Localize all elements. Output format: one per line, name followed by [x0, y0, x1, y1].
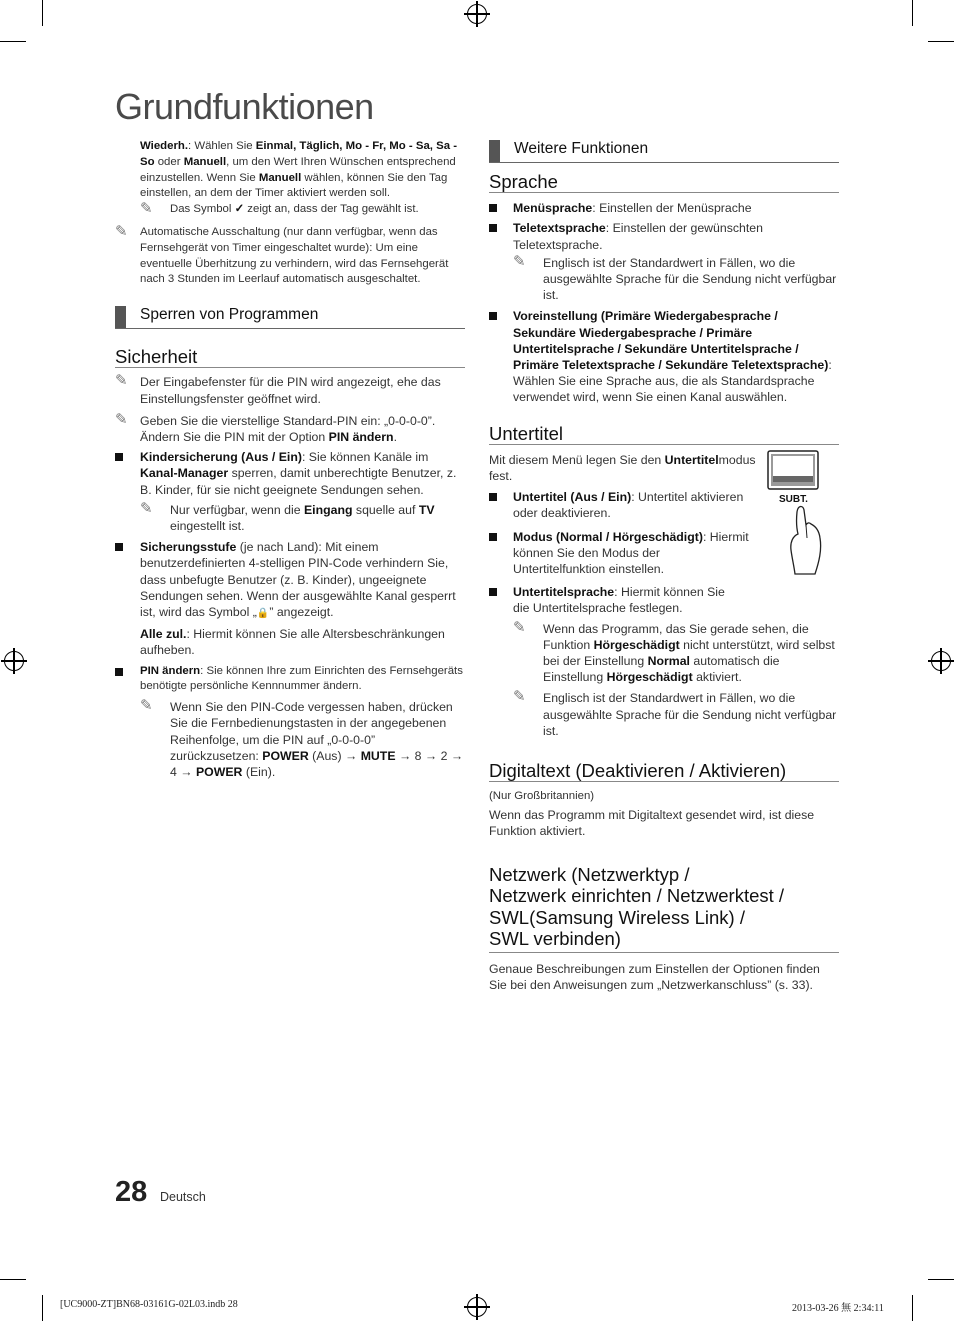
page-number: 28	[115, 1176, 148, 1208]
crop-mark	[928, 41, 954, 42]
crop-mark	[0, 1279, 26, 1280]
untertitel-block	[489, 452, 839, 739]
pencil-icon: ✎	[513, 618, 526, 636]
pencil-icon: ✎	[513, 252, 526, 270]
lock-icon: 🔒	[256, 608, 270, 620]
crop-mark	[42, 1295, 43, 1321]
list-item: Modus (Normal / Hörgeschädigt): Hiermit können Sie den Modus der Untertitelfunktion einstellen.	[489, 529, 753, 578]
list-item: Voreinstellung (Primäre Wiedergabesprache / Sekundäre Wiedergabesprache / Primäre Untertitelsprache / Sekundäre Untertitelsprache / Primäre Teletextsprache / Sekundäre Teletextsprache): Wählen Sie eine Sprache aus, die als Standardsprache verwendet wird, wenn Sie einen Kanal auswählen.	[489, 308, 839, 405]
pin-note: ✎ Wenn Sie den PIN-Code vergessen haben, drücken Sie die Fernbedienungstasten in der angegebenen Reihenfolge, um die PIN auf „0-0-0-0” zurückzusetzen: POWER (Aus) → MUTE → 8 → 2 → 4 → POWER (Ein).	[140, 697, 464, 780]
section-bar: Weitere Funktionen	[489, 140, 839, 163]
section-heading: Sprache	[489, 174, 839, 193]
list-item: Untertitel (Aus / Ein): Untertitel aktivieren oder deaktivieren.	[489, 489, 753, 521]
right-column	[489, 140, 839, 993]
wiederh-note: ✎ Das Symbol ✓ zeigt an, dass der Tag gewählt ist.	[140, 200, 419, 218]
crop-mark	[42, 0, 43, 26]
digital-text: Wenn das Programm mit Digitaltext gesendet wird, ist diese Funktion aktiviert.	[489, 808, 815, 839]
pencil-icon: ✎	[115, 372, 128, 390]
list-item: Kindersicherung (Aus / Ein): Sie können Kanäle im Kanal-Manager sperren, damit unberechtigte Benutzer, z. B. Kinder, für sie nicht geeignete Sendungen sehen. ✎ Nur verfügbar, wenn die Eingang squelle auf TV eingestellt ist.	[115, 449, 465, 534]
square-bullet-icon	[115, 453, 123, 461]
netzwerk-text: Genaue Beschreibungen zum Einstellen der Optionen finden Sie bei den Anweisungen zum „Netzwerkanschluss” (s. 33).	[489, 961, 820, 992]
registration-mark-icon	[467, 1297, 487, 1317]
untertitel-note: ✎ Englisch ist der Standardwert in Fällen, wo die ausgewählte Sprache für die Sendung nicht verfügbar ist.	[513, 688, 837, 738]
page-language: Deutsch	[160, 1190, 206, 1204]
remote-subt-illustration	[767, 450, 825, 580]
section-heading: Digitaltext (Deaktivieren / Aktivieren)	[489, 763, 839, 782]
square-bullet-icon	[489, 224, 497, 232]
footer-left: [UC9000-ZT]BN68-03161G-02L03.indb 28	[60, 1299, 238, 1310]
hand-remote-icon	[767, 450, 825, 580]
pencil-icon: ✎	[513, 688, 526, 706]
subt-label: SUBT.	[779, 493, 808, 505]
kinder-note: ✎ Nur verfügbar, wenn die Eingang squelle auf TV eingestellt ist.	[140, 499, 435, 533]
footer-right: 2013-03-26 無 2:34:11	[792, 1303, 884, 1314]
pencil-icon: ✎	[140, 697, 153, 715]
crop-mark	[0, 41, 26, 42]
registration-mark-icon	[931, 651, 951, 671]
section-bar-marker	[489, 140, 500, 162]
registration-mark-icon	[467, 4, 487, 24]
default-pin-note: ✎ Geben Sie die vierstellige Standard-PIN ein: „0-0-0-0”. Ändern Sie die PIN mit der Option PIN ändern.	[115, 410, 436, 444]
square-bullet-icon	[115, 543, 123, 551]
section-heading: Sicherheit	[115, 349, 465, 368]
crop-mark	[912, 1295, 913, 1321]
list-item: Sicherungsstufe (je nach Land): Mit einem benutzerdefinierten 4-stelligen PIN-Code verhindern Sie, dass unbefugte Benutzer (z. B. Kinder), ungeeignete Sendungen sehen. Wenn der ausgewählte Kanal gesperrt ist, wird das Symbol „🔒” angezeigt. Alle zul.: Hiermit können Sie alle Altersbeschränkungen aufheben.	[115, 539, 465, 658]
pencil-icon: ✎	[115, 410, 128, 428]
left-column	[115, 139, 465, 780]
square-bullet-icon	[115, 668, 123, 676]
square-bullet-icon	[489, 204, 497, 212]
crop-mark	[912, 0, 913, 26]
square-bullet-icon	[489, 493, 497, 501]
square-bullet-icon	[489, 533, 497, 541]
section-heading: Untertitel	[489, 426, 839, 445]
section-heading: Netzwerk (Netzwerktyp / Netzwerk einrichten / Netzwerktest / SWL(Samsung Wireless Link) / SWL verbinden)	[489, 863, 785, 949]
pencil-icon: ✎	[140, 200, 153, 218]
list-item: Teletextsprache: Einstellen der gewünschten Teletextsprache. ✎ Englisch ist der Standardwert in Fällen, wo die ausgewählte Sprache für die Sendung nicht verfügbar ist.	[489, 220, 839, 303]
untertitel-note: ✎ Wenn das Programm, das Sie gerade sehen, die Funktion Hörgeschädigt nicht unterstützt, wird selbst bei der Einstellung Normal automatisch die Einstellung Hörgeschädigt aktiviert.	[513, 618, 835, 685]
digital-note: (Nur Großbritannien)	[489, 790, 595, 803]
square-bullet-icon	[489, 312, 497, 320]
wiederh-paragraph: Wiederh.: Wählen Sie Einmal, Täglich, Mo - Fr, Mo - Sa, Sa - So oder Manuell, um den Wert Ihren Wünschen entsprechend einzustellen. Wenn Sie Manuell wählen, können Sie den Tag einstellen, an dem der Timer aktiviert werden soll.	[140, 140, 458, 200]
page-title: Grundfunktionen	[115, 86, 374, 127]
alle-zul-paragraph: Alle zul.: Hiermit können Sie alle Altersbeschränkungen aufheben.	[140, 627, 445, 658]
crop-mark	[928, 1279, 954, 1280]
list-item: PIN ändern: Sie können Ihre zum Einrichten des Fernsehgeräts benötigte persönliche Kennnummer ändern. ✎ Wenn Sie den PIN-Code vergessen haben, drücken Sie die Fernbedienungstasten in der angegebenen Reihenfolge, um die PIN auf „0-0-0-0” zurückzusetzen: POWER (Aus) → MUTE → 8 → 2 → 4 → POWER (Ein).	[115, 664, 465, 781]
list-item	[489, 584, 839, 739]
pencil-icon: ✎	[140, 499, 153, 517]
pencil-icon: ✎	[115, 222, 128, 240]
untertitel-intro: Mit diesem Menü legen Sie den Untertitelmodus fest.	[489, 452, 756, 484]
teletext-note: ✎ Englisch ist der Standardwert in Fällen, wo die ausgewählte Sprache für die Sendung nicht verfügbar ist.	[513, 252, 837, 303]
auto-off-note: ✎ Automatische Ausschaltung (nur dann verfügbar, wenn das Fernsehgerät von Timer eingeschaltet wurde): Um eine eventuelle Überhitzung zu verhindern, wird das Fernsehgerät nach 3 Stunden im Leerlauf automatisch ausgeschaltet.	[115, 222, 449, 286]
section-bar: Sperren von Programmen	[115, 306, 465, 329]
square-bullet-icon	[489, 588, 497, 596]
section-rule	[489, 952, 839, 953]
section-bar-marker	[115, 306, 126, 328]
list-item: Menüsprache: Einstellen der Menüsprache	[489, 200, 839, 216]
registration-mark-icon	[4, 651, 24, 671]
pin-window-note: ✎ Der Eingabefenster für die PIN wird angezeigt, ehe das Einstellungsfenster geöffnet wird.	[115, 372, 441, 406]
untertitelsprache-text: Untertitelsprache: Hiermit können Sie die Untertitelsprache festlegen.	[513, 585, 725, 616]
